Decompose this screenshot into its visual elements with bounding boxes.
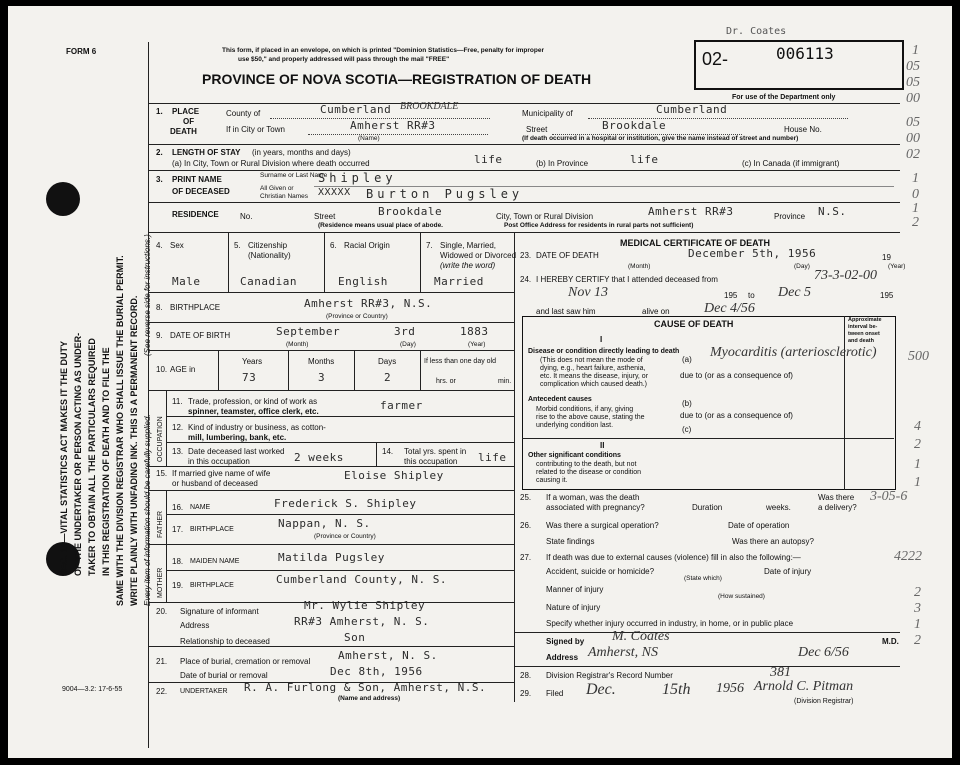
total-years-label: this occupation bbox=[404, 457, 458, 466]
month-sublabel: (Month) bbox=[286, 341, 309, 348]
item-number: 6. bbox=[330, 241, 337, 250]
racial-origin-value: English bbox=[338, 275, 388, 288]
racial-origin-label: Racial Origin bbox=[344, 241, 390, 250]
mother-name-value: Matilda Pugsley bbox=[278, 551, 385, 564]
punch-hole-top bbox=[46, 182, 80, 216]
disease-label: complication which caused death.) bbox=[540, 381, 648, 388]
stay-sublabel: (in years, months and days) bbox=[252, 148, 351, 157]
cell-divider bbox=[354, 350, 355, 390]
pregnancy-label: associated with pregnancy? bbox=[546, 503, 645, 512]
city-handwritten: BROOKDALE bbox=[400, 101, 459, 112]
margin-code: 2 bbox=[914, 437, 921, 452]
item-number: 4. bbox=[156, 241, 163, 250]
form-title: PROVINCE OF NOVA SCOTIA—REGISTRATION OF DEATH bbox=[202, 71, 592, 87]
side-text-6: WRITE PLAINLY WITH UNFADING INK. THIS IS A PERMANENT RECORD. bbox=[129, 295, 139, 606]
margin-code: 1 bbox=[912, 171, 919, 186]
birthplace-value: Amherst RR#3, N.S. bbox=[304, 297, 433, 310]
day-sublabel: (Day) bbox=[400, 341, 416, 348]
antecedent-label: Morbid conditions, if any, giving bbox=[536, 406, 634, 413]
delivery-label: a delivery? bbox=[818, 503, 857, 512]
sex-label: Sex bbox=[170, 241, 184, 250]
informant-label: Signature of informant bbox=[180, 607, 259, 616]
spouse-value: Eloise Shipley bbox=[344, 469, 444, 482]
margin-code: 3 bbox=[914, 601, 921, 616]
item-number: 29. bbox=[520, 689, 532, 698]
rule bbox=[166, 514, 514, 515]
struck-text: XXXXX bbox=[318, 187, 351, 198]
rule bbox=[148, 390, 514, 391]
part-two-label: II bbox=[600, 441, 605, 450]
item-number: 20. bbox=[156, 607, 168, 616]
burial-place-value: Amherst, N. S. bbox=[338, 649, 438, 662]
residence-note: (Residence means usual place of abode. bbox=[318, 222, 443, 229]
filed-year: 1956 bbox=[716, 681, 744, 696]
weeks-label: weeks. bbox=[766, 503, 791, 512]
burial-place-label: Place of burial, cremation or removal bbox=[180, 657, 311, 666]
age-months-value: 3 bbox=[318, 371, 326, 384]
handwritten-code: 73-3-02-00 bbox=[814, 268, 877, 283]
registration-number: 006113 bbox=[776, 44, 834, 63]
spouse-label: or husband of deceased bbox=[172, 479, 258, 488]
margin-code: 05 bbox=[906, 115, 920, 130]
item-number: 26. bbox=[520, 521, 532, 530]
alive-on-label: alive on bbox=[642, 307, 670, 316]
item-number: 17. bbox=[172, 525, 184, 534]
father-name-label: NAME bbox=[190, 504, 211, 511]
side-text-5: SAME WITH THE DIVISION REGISTRAR WHO SHALL ISSUE THE BURIAL PERMIT. bbox=[115, 255, 125, 606]
rule bbox=[148, 322, 514, 323]
city-label: If in City or Town bbox=[226, 125, 285, 134]
street-value: Brookdale bbox=[602, 119, 667, 132]
duration-label: Duration bbox=[692, 503, 723, 512]
disease-label: etc. It means the disease, injury, or bbox=[540, 373, 649, 380]
physician-signature: M. Coates bbox=[612, 629, 670, 644]
last-worked-value: 2 weeks bbox=[294, 451, 344, 464]
margin-code: 00 bbox=[906, 131, 920, 146]
name-box-line bbox=[314, 186, 894, 187]
less-than-day-label: If less than one day old bbox=[424, 358, 496, 365]
specify-label: Specify whether injury occurred in industry, in home, or in public place bbox=[546, 619, 794, 628]
rule bbox=[166, 416, 514, 417]
rule-top bbox=[148, 103, 900, 104]
cause-title: CAUSE OF DEATH bbox=[654, 319, 734, 329]
margin-code: 3-05-6 bbox=[870, 489, 908, 504]
item-number: 1. bbox=[156, 107, 163, 116]
state-which-label: (State which) bbox=[684, 575, 722, 582]
rule bbox=[148, 490, 514, 491]
father-vertical-label: FATHER bbox=[157, 510, 164, 538]
margin-code: 2 bbox=[912, 215, 919, 230]
cell-divider bbox=[420, 350, 421, 390]
item-number: 23. bbox=[520, 251, 532, 260]
death-date-value: December 5th, 1956 bbox=[688, 247, 817, 260]
mother-name-label: MAIDEN NAME bbox=[190, 558, 240, 565]
municipality-label: Municipality of bbox=[522, 109, 573, 118]
item-number: 15. bbox=[156, 469, 168, 478]
death-registration-form bbox=[8, 6, 952, 758]
rule-1 bbox=[148, 144, 900, 145]
cause-b-label: (b) bbox=[682, 399, 692, 408]
county-value: Cumberland bbox=[320, 103, 392, 116]
relationship-label: Relationship to deceased bbox=[180, 637, 270, 646]
rule bbox=[166, 442, 514, 443]
hrs-label: hrs. or bbox=[436, 378, 456, 385]
signature-date: Dec 6/56 bbox=[798, 645, 849, 660]
interval-label: Approximate bbox=[848, 317, 882, 323]
alive-value: Dec 4/56 bbox=[704, 301, 755, 316]
rule-2 bbox=[148, 170, 900, 171]
citizenship-sublabel: (Nationality) bbox=[248, 251, 291, 260]
undertaker-sublabel: (Name and address) bbox=[338, 695, 401, 702]
citizenship-value: Canadian bbox=[240, 275, 297, 288]
part-one-label: I bbox=[600, 335, 603, 344]
item-number: 2. bbox=[156, 148, 163, 157]
cell-divider bbox=[166, 490, 167, 602]
trade-value: farmer bbox=[380, 399, 423, 412]
margin-code: 0 bbox=[912, 187, 919, 202]
father-birthplace-label: BIRTHPLACE bbox=[190, 526, 234, 533]
stay-b-label: (b) In Province bbox=[536, 159, 589, 168]
other-conditions-label: Other significant conditions bbox=[528, 452, 621, 459]
hospital-note: (If death occurred in a hospital or institution, give the name instead of street and number) bbox=[522, 135, 799, 142]
antecedent-label: rise to the above cause, stating the bbox=[536, 414, 645, 421]
item-number: 5. bbox=[234, 241, 241, 250]
rule-4 bbox=[148, 232, 900, 233]
year-sublabel: (Year) bbox=[468, 341, 486, 348]
item-number: 18. bbox=[172, 557, 184, 566]
residence-province-label: Province bbox=[774, 212, 806, 221]
disease-label: Disease or condition directly leading to death bbox=[528, 348, 680, 355]
mother-vertical-label: MOTHER bbox=[157, 567, 164, 598]
item-number: 10. bbox=[156, 365, 168, 374]
side-text-4: IN THIS REGISTRATION OF DEATH AND TO FILE THE bbox=[101, 347, 111, 576]
total-years-label: Total yrs. spent in bbox=[404, 447, 467, 456]
industry-label: Kind of industry or business, as cotton- bbox=[188, 423, 326, 432]
how-sustained-label: (How sustained) bbox=[718, 593, 765, 600]
residence-street-value: Brookdale bbox=[378, 205, 443, 218]
item-number: 21. bbox=[156, 657, 168, 666]
rule bbox=[148, 646, 514, 647]
residence-street-label: Street bbox=[314, 212, 336, 221]
cause-a-label: (a) bbox=[682, 355, 692, 364]
item-number: 13. bbox=[172, 447, 184, 456]
mail-notice-2: use $50," and properly addressed will pass through the mail "FREE" bbox=[238, 56, 450, 63]
residence-label: RESIDENCE bbox=[172, 210, 219, 219]
interval-label: tween onset bbox=[848, 331, 880, 337]
item-number: 19. bbox=[172, 581, 184, 590]
disease-label: dying, e.g., heart failure, asthenia, bbox=[540, 365, 646, 372]
residence-city-value: Amherst RR#3 bbox=[648, 205, 734, 218]
year-prefix: 19 bbox=[882, 253, 891, 262]
autopsy-label: Was there an autopsy? bbox=[732, 537, 814, 546]
cell-divider bbox=[218, 350, 219, 390]
external-causes-label: If death was due to external causes (violence) fill in also the following:— bbox=[546, 553, 801, 562]
cell-divider bbox=[420, 232, 421, 292]
item-number: 11. bbox=[172, 397, 183, 406]
interval-label: interval be- bbox=[848, 324, 878, 330]
filed-label: Filed bbox=[546, 689, 564, 698]
md-label: M.D. bbox=[882, 637, 899, 646]
item-number: 27. bbox=[520, 553, 532, 562]
place-label: OF bbox=[183, 117, 195, 126]
signed-by-label: Signed by bbox=[546, 637, 585, 646]
margin-code: 05 bbox=[906, 75, 920, 90]
marital-label: Single, Married, bbox=[440, 241, 497, 250]
fill-line bbox=[308, 134, 488, 135]
residence-province-value: N.S. bbox=[818, 205, 847, 218]
other-conditions-label: related to the disease or condition bbox=[536, 469, 642, 476]
day-sublabel: (Day) bbox=[794, 263, 810, 270]
cause-c-label: (c) bbox=[682, 425, 692, 434]
stay-a-value: life bbox=[474, 153, 503, 166]
informant-value: Mr. Wylie Shipley bbox=[304, 599, 426, 612]
dob-year-value: 1883 bbox=[460, 325, 489, 338]
name-label: OF DECEASED bbox=[172, 187, 230, 196]
spouse-label: If married give name of wife bbox=[172, 469, 271, 478]
item-number: 28. bbox=[520, 671, 532, 680]
year-prefix: 195 bbox=[724, 291, 738, 300]
operation-date-label: Date of operation bbox=[728, 521, 790, 530]
margin-code: 500 bbox=[908, 349, 929, 364]
father-birthplace-sublabel: (Province or Country) bbox=[314, 533, 376, 540]
rule bbox=[148, 292, 514, 293]
due-to-label: due to (or as a consequence of) bbox=[680, 411, 793, 420]
residence-city-label: City, Town or Rural Division bbox=[496, 212, 594, 221]
item-number: 22. bbox=[156, 687, 168, 696]
item-number: 3. bbox=[156, 175, 163, 184]
item-number: 16. bbox=[172, 503, 184, 512]
trade-label: Trade, profession, or kind of work as bbox=[188, 397, 318, 406]
rule bbox=[148, 466, 514, 467]
mail-notice-1: This form, if placed in an envelope, on which is printed "Dominion Statistics—Free, penalty for improper bbox=[222, 47, 544, 54]
marital-label: (write the word) bbox=[440, 261, 496, 270]
due-to-label: due to (or as a consequence of) bbox=[680, 371, 793, 380]
stay-b-value: life bbox=[630, 153, 659, 166]
given-label: All Given or bbox=[260, 185, 294, 192]
last-worked-label: Date deceased last worked bbox=[188, 447, 285, 456]
margin-code: 1 bbox=[912, 201, 919, 216]
given-names-value: Burton Pugsley bbox=[366, 187, 524, 201]
street-label: Street bbox=[526, 125, 548, 134]
name-sublabel: (Name) bbox=[358, 135, 380, 142]
registrar-label: (Division Registrar) bbox=[794, 698, 854, 705]
margin-code: 02 bbox=[906, 147, 920, 162]
marital-label: Widowed or Divorced bbox=[440, 251, 517, 260]
last-worked-label: in this occupation bbox=[188, 457, 250, 466]
disease-label: (This does not mean the mode of bbox=[540, 357, 643, 364]
rule bbox=[148, 544, 514, 545]
interval-label: and death bbox=[848, 338, 874, 344]
side-text-8: (See reverse side for instructions.) bbox=[143, 234, 152, 356]
cause-a-value: Myocarditis (arteriosclerotic) bbox=[710, 345, 877, 360]
house-label: House No. bbox=[784, 125, 822, 134]
last-saw-label: and last saw him bbox=[536, 307, 596, 316]
father-birthplace-value: Nappan, N. S. bbox=[278, 517, 371, 530]
medical-certificate-title: MEDICAL CERTIFICATE OF DEATH bbox=[620, 238, 770, 248]
year-sublabel: (Year) bbox=[888, 263, 906, 270]
surgery-label: Was there a surgical operation? bbox=[546, 521, 659, 530]
accident-label: Accident, suicide or homicide? bbox=[546, 567, 655, 576]
side-text-7: Every item of information should be carefully supplied. bbox=[143, 414, 152, 606]
cell-divider bbox=[324, 232, 325, 292]
margin-code: 1 bbox=[914, 617, 921, 632]
doctor-stamp: Dr. Coates bbox=[726, 26, 787, 37]
margin-code: 4 bbox=[914, 419, 921, 434]
item-number: 7. bbox=[426, 241, 433, 250]
trade-label: spinner, teamster, office clerk, etc. bbox=[188, 407, 319, 416]
relationship-value: Son bbox=[344, 631, 366, 644]
injury-date-label: Date of injury bbox=[764, 567, 812, 576]
attended-to-value: Dec 5 bbox=[778, 285, 812, 300]
residence-no-label: No. bbox=[240, 212, 253, 221]
address-label: Address bbox=[546, 653, 579, 662]
physician-address: Amherst, NS bbox=[588, 645, 658, 660]
mother-birthplace-value: Cumberland County, N. S. bbox=[276, 573, 447, 586]
item-number: 14. bbox=[382, 447, 394, 456]
total-years-value: life bbox=[478, 451, 507, 464]
cell-divider bbox=[376, 442, 377, 466]
stay-c-label: (c) In Canada (if immigrant) bbox=[742, 159, 840, 168]
department-use: For use of the Department only bbox=[732, 94, 836, 101]
rule bbox=[514, 632, 900, 633]
margin-code: 2 bbox=[914, 585, 921, 600]
form-number: 9004—3.2: 17-6-55 bbox=[62, 686, 123, 693]
attended-from-value: Nov 13 bbox=[568, 285, 609, 300]
month-sublabel: (Month) bbox=[628, 263, 651, 270]
place-label: DEATH bbox=[170, 127, 197, 136]
age-years-value: 73 bbox=[242, 371, 257, 384]
sex-value: Male bbox=[172, 275, 201, 288]
municipality-value: Cumberland bbox=[656, 103, 728, 116]
informant-address-value: RR#3 Amherst, N. S. bbox=[294, 615, 430, 628]
to-label: to bbox=[748, 291, 755, 300]
item-number: 12. bbox=[172, 423, 184, 432]
rule bbox=[514, 666, 900, 667]
industry-label: mill, lumbering, bank, etc. bbox=[188, 433, 287, 442]
year-prefix: 195 bbox=[880, 291, 894, 300]
registration-prefix: 02- bbox=[702, 49, 729, 69]
rule-3 bbox=[148, 202, 900, 203]
dob-label: DATE OF BIRTH bbox=[170, 331, 231, 340]
rule bbox=[166, 570, 514, 571]
dob-day-value: 3rd bbox=[394, 325, 416, 338]
surname-value: Shipley bbox=[318, 171, 397, 185]
given-label: Christian Names bbox=[260, 193, 309, 200]
residence-note: Post Office Address for residents in rural parts not sufficient) bbox=[504, 222, 694, 229]
interval-divider bbox=[844, 316, 845, 490]
manner-label: Manner of injury bbox=[546, 585, 604, 594]
record-number-value: 381 bbox=[770, 665, 791, 680]
dob-month-value: September bbox=[276, 325, 341, 338]
marital-value: Married bbox=[434, 275, 484, 288]
min-label: min. bbox=[498, 378, 512, 385]
side-text-1: SEC. 14—VITAL STATISTICS ACT MAKES IT THE DUTY bbox=[59, 340, 69, 576]
filed-day: 15th bbox=[662, 681, 691, 698]
margin-code: 00 bbox=[906, 91, 920, 106]
name-label: PRINT NAME bbox=[172, 175, 222, 184]
years-label: Years bbox=[242, 357, 263, 366]
item-number: 25. bbox=[520, 493, 532, 502]
cell-divider bbox=[166, 390, 167, 466]
burial-date-value: Dec 8th, 1956 bbox=[330, 665, 423, 678]
death-date-label: DATE OF DEATH bbox=[536, 251, 599, 260]
item-number: 8. bbox=[156, 303, 163, 312]
left-border bbox=[148, 42, 149, 748]
other-conditions-label: causing it. bbox=[536, 477, 568, 484]
rule bbox=[522, 438, 894, 439]
undertaker-label: UNDERTAKER bbox=[180, 688, 228, 695]
stay-label: LENGTH OF STAY bbox=[172, 148, 241, 157]
delivery-label: Was there bbox=[818, 493, 855, 502]
other-conditions-label: contributing to the death, but not bbox=[536, 461, 637, 468]
margin-code: 1 bbox=[914, 457, 921, 472]
age-label: AGE in bbox=[170, 365, 196, 374]
cell-divider bbox=[288, 350, 289, 390]
margin-code: 1 bbox=[912, 43, 919, 58]
item-number: 9. bbox=[156, 331, 163, 340]
rule bbox=[148, 350, 514, 351]
birthplace-sublabel: (Province or Country) bbox=[326, 313, 388, 320]
county-label: County of bbox=[226, 109, 261, 118]
margin-code: 2 bbox=[914, 633, 921, 648]
age-days-value: 2 bbox=[384, 371, 392, 384]
margin-code: 4222 bbox=[894, 549, 922, 564]
findings-label: State findings bbox=[546, 537, 595, 546]
item-number: 24. bbox=[520, 275, 532, 284]
months-label: Months bbox=[308, 357, 335, 366]
birthplace-label: BIRTHPLACE bbox=[170, 303, 221, 312]
side-text-3: TAKER TO OBTAIN ALL THE PARTICULARS REQUIRED bbox=[87, 338, 97, 576]
days-label: Days bbox=[378, 357, 397, 366]
antecedent-label: Antecedent causes bbox=[528, 396, 592, 403]
occupation-vertical-label: OCCUPATION bbox=[157, 416, 164, 462]
burial-date-label: Date of burial or removal bbox=[180, 671, 268, 680]
mother-birthplace-label: BIRTHPLACE bbox=[190, 582, 234, 589]
record-number-label: Division Registrar's Record Number bbox=[546, 671, 673, 680]
father-name-value: Frederick S. Shipley bbox=[274, 497, 417, 510]
cell-divider bbox=[228, 232, 229, 292]
nature-label: Nature of injury bbox=[546, 603, 601, 612]
city-value: Amherst RR#3 bbox=[350, 119, 436, 132]
stay-a-label: (a) In City, Town or Rural Division where death occurred bbox=[172, 159, 370, 168]
filed-month: Dec. bbox=[586, 681, 616, 698]
form-label: FORM 6 bbox=[66, 47, 97, 56]
margin-code: 05 bbox=[906, 59, 920, 74]
antecedent-label: underlying condition last. bbox=[536, 422, 614, 429]
place-label: PLACE bbox=[172, 107, 200, 116]
surname-label: Surname or Last Name bbox=[260, 172, 328, 179]
citizenship-label: Citizenship bbox=[248, 241, 288, 250]
pregnancy-label: If a woman, was the death bbox=[546, 493, 640, 502]
margin-code: 1 bbox=[914, 475, 921, 490]
undertaker-value: R. A. Furlong & Son, Amherst, N.S. bbox=[244, 681, 487, 694]
informant-address-label: Address bbox=[180, 621, 210, 630]
side-text-2: OF THE UNDERTAKER OR PERSON ACTING AS UNDER- bbox=[73, 332, 83, 576]
registrar-signature: Arnold C. Pitman bbox=[754, 679, 854, 694]
attended-label: I HEREBY CERTIFY that I attended deceased from bbox=[536, 275, 718, 284]
